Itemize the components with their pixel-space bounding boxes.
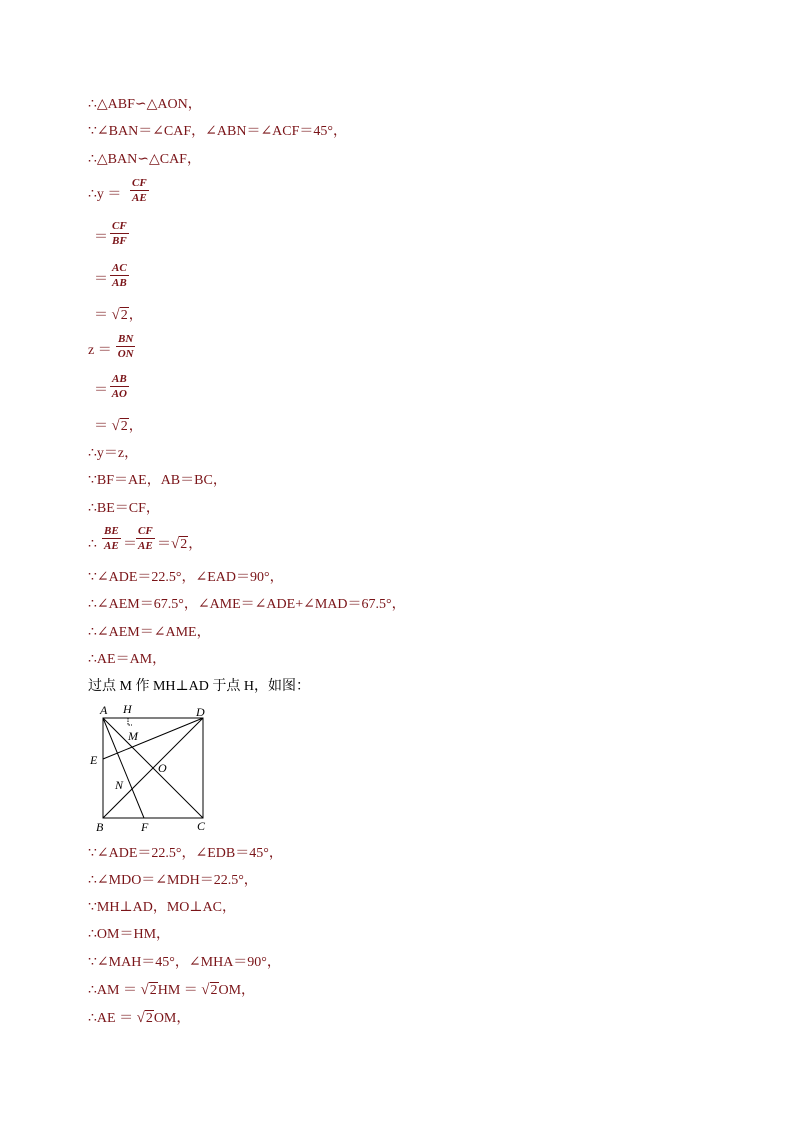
line-25-suffix: OM， [218, 983, 256, 998]
sqrt-2 [201, 981, 218, 1000]
line-26-prefix: ∴AE ＝ [88, 1011, 134, 1026]
line-20: ∵∠ADE＝22.5°，∠EDB＝45°， [88, 846, 283, 861]
radical-sign: √ [201, 982, 210, 998]
fraction-numerator: BN [118, 333, 134, 345]
line-12: ∵BF＝AE，AB＝BC， [88, 473, 227, 488]
fraction-bn-on [116, 333, 135, 360]
label-m: M [128, 729, 138, 743]
fraction-be-ae [102, 525, 121, 552]
line-21: ∴∠MDO＝∠MDH＝22.5°， [88, 873, 258, 888]
radicand: 2 [149, 983, 157, 998]
label-d: D [196, 705, 205, 719]
line-10-suffix: ， [128, 419, 143, 434]
label-a: A [100, 703, 108, 717]
line-3: ∴△BAN∽△CAF， [88, 152, 201, 167]
sqrt-2 [112, 306, 129, 325]
label-h: H [123, 702, 132, 716]
line-26 [88, 1009, 190, 1028]
radicand: 2 [120, 419, 128, 434]
line-15: ∵∠ADE＝22.5°，∠EAD＝90°， [88, 570, 284, 585]
radical-sign: √ [111, 307, 120, 323]
line-14-suffix: ， [188, 537, 203, 552]
line-25 [88, 981, 255, 1000]
line-5: ＝ [94, 230, 108, 245]
line-7-suffix: ， [128, 308, 143, 323]
line-13: ∴BE＝CF， [88, 501, 160, 516]
label-f: F [141, 820, 149, 834]
line-7 [94, 306, 143, 325]
line-14 [88, 536, 97, 554]
right-angle-mark [128, 718, 132, 725]
line-19: 过点 M 作 MH⊥AD 于点 H，如图： [88, 679, 311, 694]
fraction-denominator: ON [117, 348, 134, 360]
fraction-denominator: AE [138, 540, 153, 552]
line-9: ＝ [94, 383, 108, 398]
radical-sign: √ [136, 1010, 145, 1026]
fraction-cf-ae [130, 177, 149, 204]
line-14-eq2: ＝ [157, 537, 171, 552]
line-8-prefix: z ＝ [88, 343, 112, 358]
fraction-numerator: AC [112, 262, 127, 274]
geometry-figure [86, 700, 216, 835]
fraction-cf-ae-2 [136, 525, 155, 552]
line-25-prefix: ∴AM ＝ [88, 983, 137, 998]
line-16: ∴∠AEM＝67.5°，∠AME＝∠ADE+∠MAD＝67.5°， [88, 597, 406, 612]
sqrt-2 [112, 417, 129, 436]
line-26-suffix: OM， [153, 1011, 191, 1026]
line-22: ∵MH⊥AD，MO⊥AC， [88, 900, 237, 915]
line-25-mid: HM ＝ [157, 983, 198, 998]
fraction-cf-bf [110, 220, 129, 247]
fraction-ac-ab [110, 262, 129, 289]
line-14-prefix: ∴ [88, 537, 97, 552]
radicand: 2 [120, 308, 128, 323]
line-4 [88, 186, 121, 204]
fraction-numerator: CF [132, 177, 147, 189]
label-o: O [158, 761, 167, 775]
line-10 [94, 417, 143, 436]
line-1: ∴△ABF∽△AON， [88, 97, 202, 112]
radical-sign: √ [111, 418, 120, 434]
line-11: ∴y＝z， [88, 446, 139, 461]
segment-de [103, 718, 203, 759]
fraction-denominator: AO [111, 388, 127, 400]
fraction-denominator: BF [112, 235, 127, 247]
line-6: ＝ [94, 272, 108, 287]
fraction-numerator: CF [112, 220, 127, 232]
sqrt-2 [137, 1009, 154, 1028]
line-14-eq1: ＝ [123, 537, 137, 552]
line-7-prefix: ＝ [94, 308, 108, 323]
radicand: 2 [180, 537, 188, 552]
label-b: B [96, 820, 104, 834]
sqrt-2 [140, 981, 157, 1000]
line-10-prefix: ＝ [94, 419, 108, 434]
radicand: 2 [210, 983, 218, 998]
fraction-ab-ao [110, 373, 129, 400]
line-24: ∵∠MAH＝45°，∠MHA＝90°， [88, 955, 281, 970]
line-23: ∴OM＝HM， [88, 927, 171, 942]
line-17: ∴∠AEM＝∠AME， [88, 625, 211, 640]
line-8 [88, 342, 112, 360]
fraction-numerator: CF [138, 525, 153, 537]
radical-sign: √ [171, 536, 180, 552]
line-2: ∵∠BAN＝∠CAF，∠ABN＝∠ACF＝45°， [88, 124, 348, 139]
line-14-tail [157, 535, 202, 554]
label-e: E [90, 753, 98, 767]
radicand: 2 [145, 1011, 153, 1026]
fraction-denominator: AB [112, 277, 127, 289]
radical-sign: √ [140, 982, 149, 998]
fraction-numerator: BE [104, 525, 119, 537]
fraction-numerator: AB [112, 373, 127, 385]
label-n: N [115, 778, 124, 792]
line-4-prefix: ∴y ＝ [88, 187, 122, 202]
sqrt-2 [171, 535, 188, 554]
line-18: ∴AE＝AM， [88, 652, 167, 667]
fraction-denominator: AE [132, 192, 147, 204]
label-c: C [197, 819, 206, 833]
fraction-denominator: AE [104, 540, 119, 552]
